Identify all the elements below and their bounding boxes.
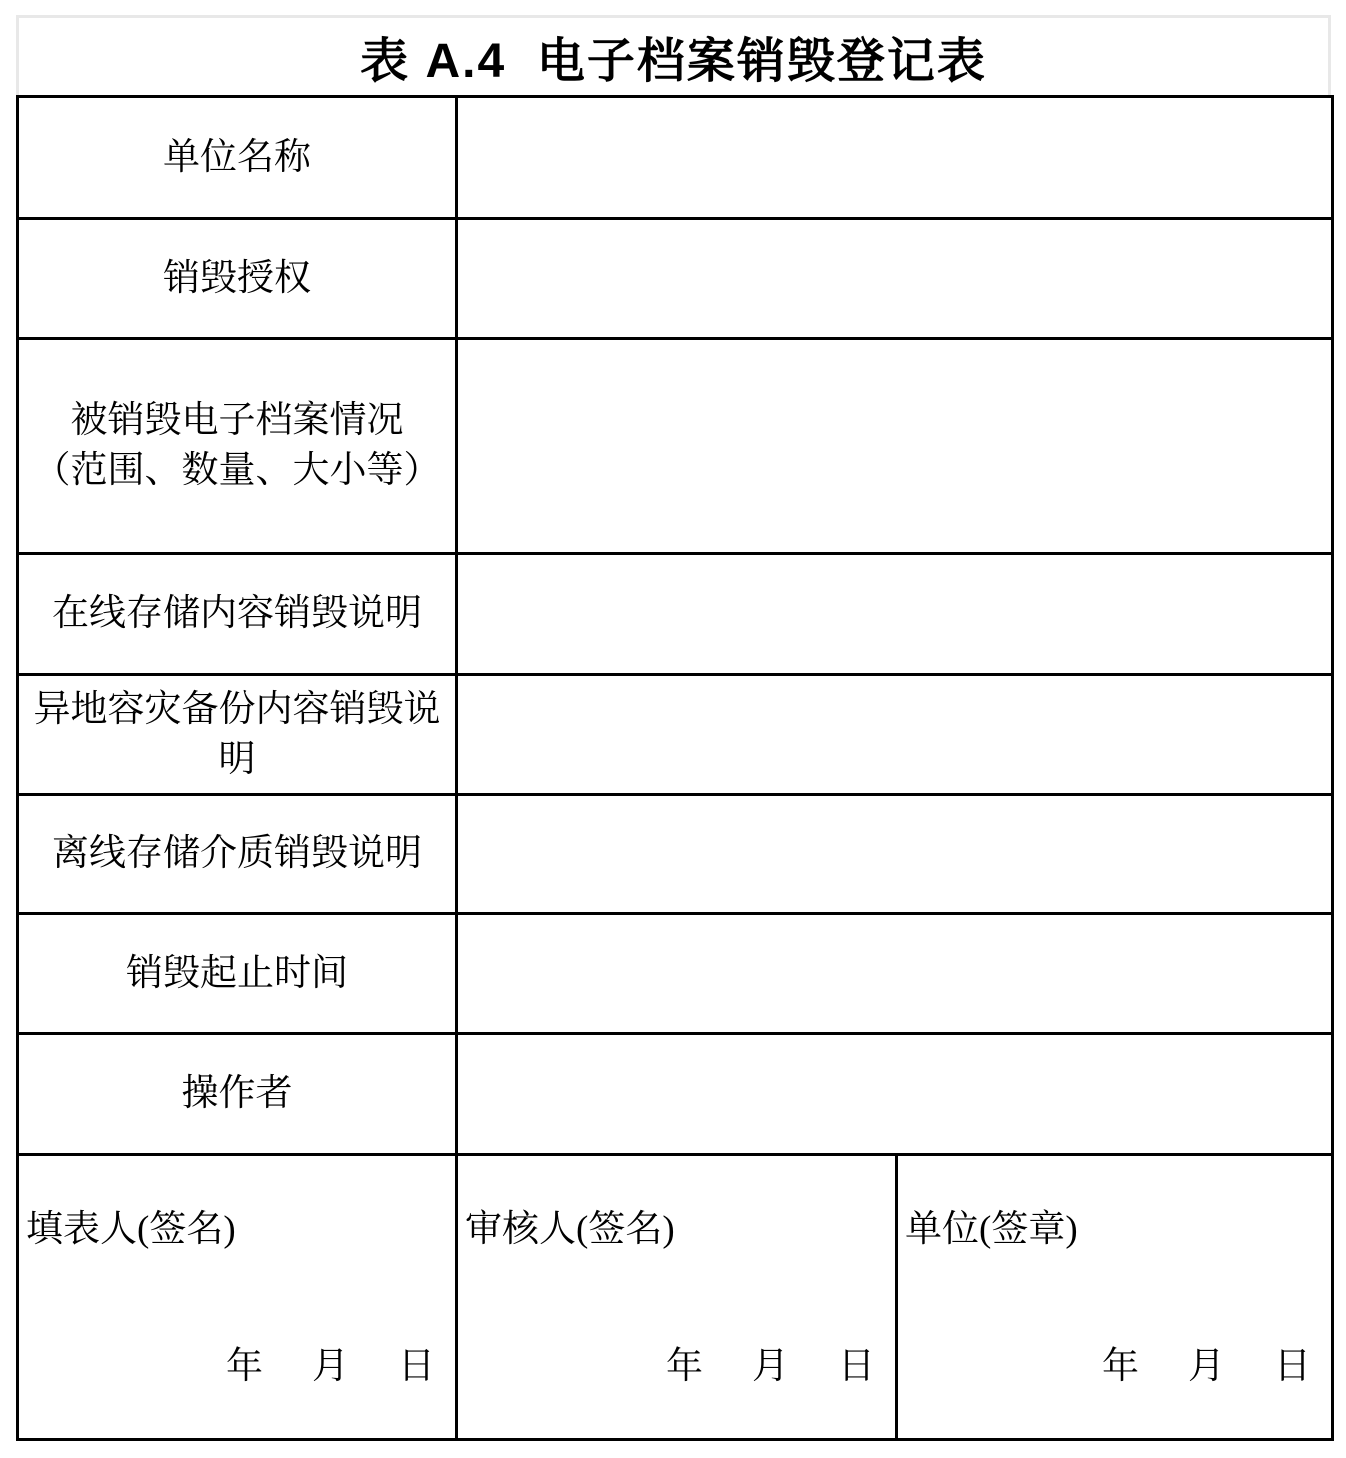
field-value-destruction-authorization[interactable] — [457, 219, 1333, 339]
field-value-online-storage-destruction-note[interactable] — [457, 554, 1333, 675]
page-title: 表 A.4 电子档案销毁登记表 — [360, 35, 987, 88]
signature-cell-preparer[interactable] — [18, 1155, 457, 1440]
reviewer-signature-label: 审核人(签名) — [465, 1209, 675, 1250]
preparer-date-placeholder: 年 月 日 — [226, 1346, 441, 1387]
field-value-offline-media-destruction-note[interactable] — [457, 795, 1333, 914]
field-label-offline-media-destruction-note: 离线存储介质销毁说明 — [18, 795, 457, 914]
preparer-signature-label: 填表人(签名) — [26, 1209, 236, 1250]
destruction-registration-table — [16, 95, 1334, 1441]
field-label-destroyed-archives-details: 被销毁电子档案情况 （范围、数量、大小等） — [18, 339, 457, 554]
table-row-destruction-authorization — [18, 219, 1333, 339]
signature-cell-unit-seal[interactable] — [897, 1155, 1333, 1440]
signature-cell-reviewer[interactable] — [457, 1155, 897, 1440]
field-label-destruction-authorization: 销毁授权 — [18, 219, 457, 339]
signature-row — [18, 1155, 1333, 1440]
table-row-destroyed-archives-details — [18, 339, 1333, 554]
field-label-online-storage-destruction-note: 在线存储内容销毁说明 — [18, 554, 457, 675]
table-row-destruction-time-range — [18, 914, 1333, 1034]
table-row-offsite-backup-destruction-note — [18, 675, 1333, 795]
field-label-operator: 操作者 — [18, 1034, 457, 1155]
field-label-destruction-time-range: 销毁起止时间 — [18, 914, 457, 1034]
title-block — [16, 15, 1331, 95]
form-sheet — [16, 15, 1331, 1441]
field-label-unit-name: 单位名称 — [18, 97, 457, 219]
table-row-online-storage-destruction-note — [18, 554, 1333, 675]
field-value-offsite-backup-destruction-note[interactable] — [457, 675, 1333, 795]
unit-seal-label: 单位(签章) — [905, 1209, 1078, 1250]
reviewer-date-placeholder: 年 月 日 — [666, 1346, 881, 1387]
table-row-operator — [18, 1034, 1333, 1155]
field-label-offsite-backup-destruction-note: 异地容灾备份内容销毁说明 — [18, 675, 457, 795]
field-value-destroyed-archives-details[interactable] — [457, 339, 1333, 554]
field-value-unit-name[interactable] — [457, 97, 1333, 219]
table-row-unit-name — [18, 97, 1333, 219]
field-value-destruction-time-range[interactable] — [457, 914, 1333, 1034]
unit-seal-date-placeholder: 年 月 日 — [1102, 1346, 1317, 1387]
table-row-offline-media-destruction-note — [18, 795, 1333, 914]
field-value-operator[interactable] — [457, 1034, 1333, 1155]
